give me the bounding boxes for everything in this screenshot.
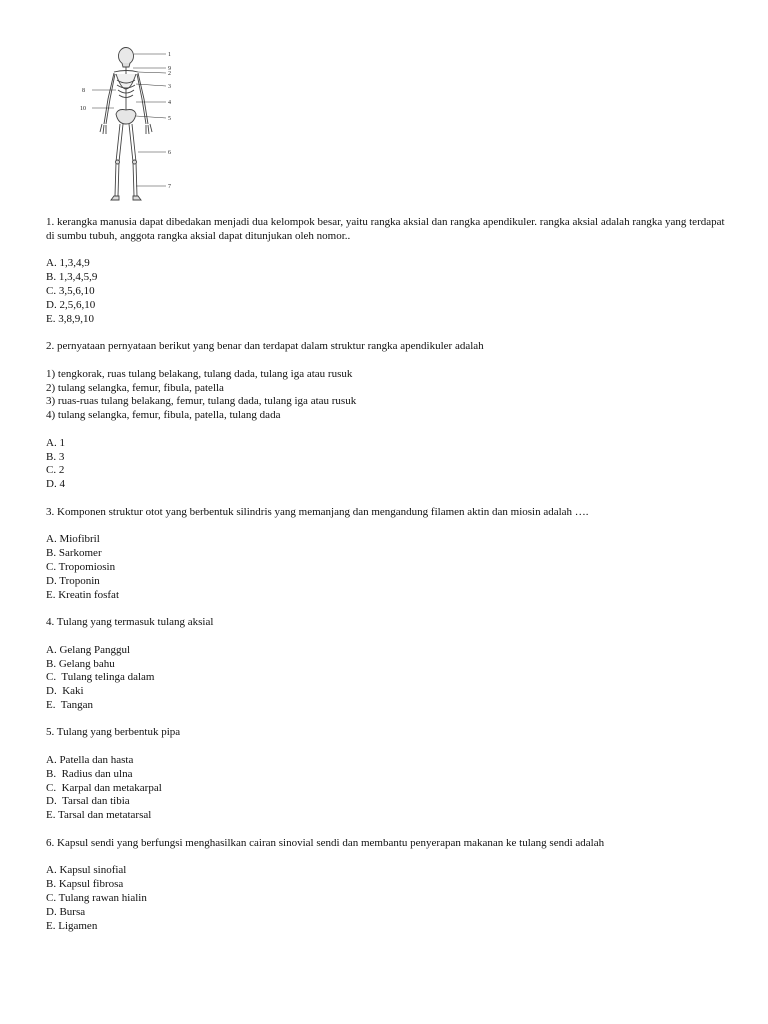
option-b: B. 3 [46, 450, 65, 463]
option-a: A. Gelang Panggul [46, 643, 131, 656]
question-1 [46, 216, 726, 326]
option-c: C. Tulang rawan hialin [46, 892, 147, 905]
question-stem: 3. Komponen struktur otot yang berbentuk silindris yang memanjang dan mengandung filamen aktin dan miosin adalah …. [46, 505, 589, 518]
statement-1: 1) tengkorak, ruas tulang belakang, tulang dada, tulang iga atau rusuk [46, 367, 353, 380]
question-4 [46, 616, 726, 713]
option-list [46, 437, 726, 492]
option-e: E. Tarsal dan metatarsal [46, 809, 152, 822]
option-d: D. Kaki [46, 685, 84, 698]
option-a: A. Miofibril [46, 533, 100, 546]
figure-label: 7 [168, 184, 171, 190]
option-d: D. 4 [46, 478, 65, 491]
figure-label: 8 [82, 88, 85, 94]
question-stem: 1. kerangka manusia dapat dibedakan menjadi dua kelompok besar, yaitu rangka aksial dan rangka apendikuler. rangka aksial adalah rangka yang terdapat di sumbu tubuh, anggota rangka aksial dapat ditunjukan oleh nomor.. [46, 216, 725, 242]
question-stem: 5. Tulang yang berbentuk pipa [46, 726, 181, 739]
figure-label: 1 [168, 52, 171, 58]
figure-label: 10 [80, 106, 86, 112]
option-d: D. 2,5,6,10 [46, 298, 96, 311]
figure-label: 4 [168, 100, 171, 106]
figure-label: 9 [168, 66, 171, 72]
option-e: E. Kreatin fosfat [46, 588, 119, 601]
figure-label: 6 [168, 150, 171, 156]
option-b: B. 1,3,4,5,9 [46, 271, 98, 284]
question-5 [46, 726, 726, 823]
question-list [46, 216, 726, 947]
option-b: B. Gelang bahu [46, 657, 115, 670]
skeleton-figure [78, 44, 182, 214]
question-stem: 4. Tulang yang termasuk tulang aksial [46, 616, 214, 629]
option-b: B. Kapsul fibrosa [46, 878, 124, 891]
option-list [46, 257, 726, 326]
statement-3: 3) ruas-ruas tulang belakang, femur, tulang dada, tulang iga atau rusuk [46, 395, 357, 408]
option-list [46, 864, 726, 933]
question-3 [46, 506, 726, 603]
option-c: C. Karpal dan metakarpal [46, 781, 162, 794]
option-list [46, 644, 726, 713]
option-d: D. Troponin [46, 574, 100, 587]
statement-2: 2) tulang selangka, femur, fibula, patella [46, 381, 224, 394]
option-a: A. 1,3,4,9 [46, 257, 90, 270]
option-a: A. Kapsul sinofial [46, 864, 127, 877]
figure-label: 5 [168, 116, 171, 122]
question-2 [46, 340, 726, 492]
option-b: B. Sarkomer [46, 547, 102, 560]
option-c: C. 2 [46, 464, 65, 477]
question-stem: 6. Kapsul sendi yang berfungsi menghasilkan cairan sinovial sendi dan membantu penyerapan makanan ke tulang sendi adalah [46, 836, 605, 849]
option-a: A. Patella dan hasta [46, 754, 134, 767]
statement-4: 4) tulang selangka, femur, fibula, patella, tulang dada [46, 409, 281, 422]
option-b: B. Radius dan ulna [46, 767, 133, 780]
option-e: E. 3,8,9,10 [46, 312, 94, 325]
option-c: C. 3,5,6,10 [46, 284, 95, 297]
option-c: C. Tulang telinga dalam [46, 671, 155, 684]
option-d: D. Bursa [46, 905, 86, 918]
option-a: A. 1 [46, 436, 65, 449]
figure-label: 2 [168, 71, 171, 77]
statement-list [46, 368, 726, 423]
figure-label: 3 [168, 84, 171, 90]
option-e: E. Ligamen [46, 919, 98, 932]
option-list [46, 533, 726, 602]
skull-icon [119, 48, 134, 65]
question-6 [46, 837, 726, 934]
option-c: C. Tropomiosin [46, 560, 116, 573]
question-stem: 2. pernyataan pernyataan berikut yang benar dan terdapat dalam struktur rangka apendikuler adalah [46, 340, 484, 353]
option-d: D. Tarsal dan tibia [46, 795, 130, 808]
option-list [46, 754, 726, 823]
option-e: E. Tangan [46, 698, 93, 711]
